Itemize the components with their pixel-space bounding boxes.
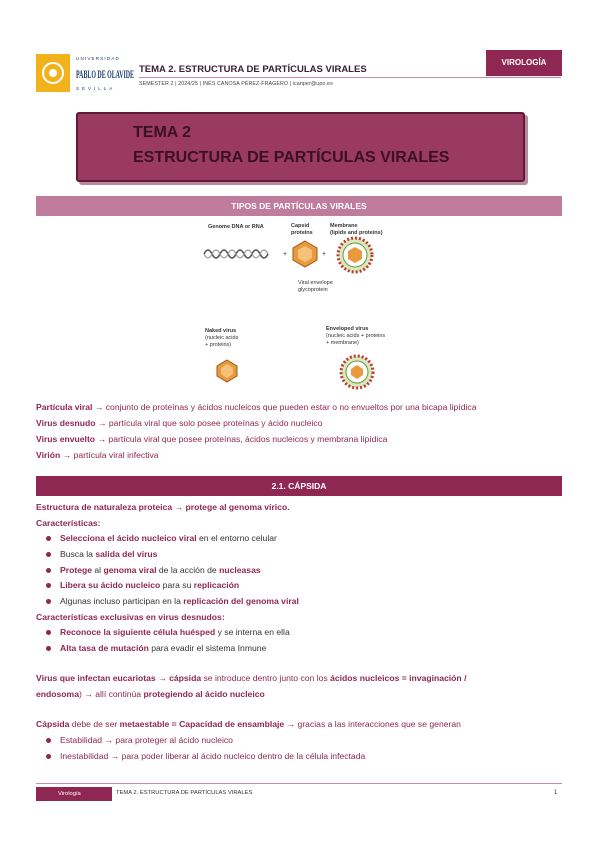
definition-viral-particle: Partícula viral → conjunto de proteínas y ácidos nucleicos que pueden estar o no envueltos por una bicapa lipídica	[36, 402, 477, 412]
capsid-label-1: Capsid	[291, 223, 310, 229]
membrane-label-2: (lipids and proteins)	[330, 230, 383, 236]
footer-subject-tab: Virología	[36, 787, 112, 801]
enveloped-virus-title: Enveloped virus	[326, 326, 369, 332]
chapter-title: ESTRUCTURA DE PARTÍCULAS VIRALES	[133, 149, 450, 166]
bullet-item: Alta tasa de mutación para evadir el sistema Inmune	[60, 643, 266, 653]
naked-virus-desc-1: (nucleic acids	[205, 335, 239, 341]
page-number: 1	[554, 790, 558, 796]
subject-badge: VIROLOGÍA	[486, 50, 562, 76]
footer-title: TEMA 2. ESTRUCTURA DE PARTÍCULAS VIRALES	[116, 790, 253, 796]
naked-virus-icon	[216, 359, 238, 383]
eukaryote-paragraph-line2: endosoma) → allí continúa protegiendo al ácido nucleico	[36, 689, 265, 699]
capsid-intro: Estructura de naturaleza proteica → protege al genoma vírico.	[36, 502, 290, 512]
bullet-item: Busca la salida del virus	[60, 549, 157, 559]
naked-virus-title: Naked virus	[205, 328, 237, 334]
header-title: TEMA 2. ESTRUCTURA DE PARTÍCULAS VIRALES	[139, 64, 367, 75]
enveloped-virus-desc-1: (nucleic acids + proteins	[326, 333, 386, 339]
eukaryote-paragraph-line1: Virus que infectan eucariotas → cápsida se introduce dentro junto con los ácidos nucleicos = invaginación /	[36, 673, 467, 683]
naked-virus-desc-2: + proteins)	[205, 342, 232, 348]
bullet-item: Inestabilidad → para poder liberar al ácido nucleico dentro de la célula infectada	[60, 751, 365, 761]
envelope-label-1: Viral envelope	[298, 280, 333, 286]
bullet-item: Estabilidad → para proteger al ácido nucleico	[60, 735, 233, 745]
membrane-label-1: Membrane	[330, 223, 358, 229]
genome-label: Genome DNA or RNA	[208, 224, 264, 230]
characteristics-label: Características:	[36, 518, 101, 528]
logo-bottom-text: SEVILLA	[76, 86, 116, 91]
definition-naked-virus: Virus desnudo → partícula viral que solo posee proteínas y ácido nucleico	[36, 418, 323, 428]
enveloped-membrane-icon	[334, 234, 376, 276]
plus-sign-1: +	[283, 251, 288, 258]
enveloped-virus-desc-2: + membrane)	[326, 340, 359, 346]
genome-helix-icon	[204, 246, 274, 262]
bullet-item: Libera su ácido nucleico para su replicación	[60, 580, 239, 590]
definition-enveloped-virus: Virus envuelto → partícula viral que posee proteínas, ácidos nucleicos y membrana lipídica	[36, 434, 388, 444]
bullet-item: Reconoce la siguiente célula huésped y se interna en ella	[60, 627, 290, 637]
footer-divider	[36, 783, 562, 784]
university-logo	[36, 52, 136, 96]
bullet-item: Algunas incluso participan en la replicación del genoma viral	[60, 596, 299, 606]
exclusive-characteristics-label: Características exclusivas en virus desnudos:	[36, 612, 225, 622]
enveloped-virus-icon	[337, 352, 377, 392]
metastable-paragraph: Cápsida debe de ser metaestable = Capacidad de ensamblaje → gracias a las interacciones que se generan	[36, 719, 461, 729]
envelope-label-2: glycoprotein	[298, 287, 328, 293]
section-heading-particle-types: TIPOS DE PARTÍCULAS VIRALES	[36, 196, 562, 216]
logo-top-text: UNIVERSIDAD	[76, 56, 120, 61]
plus-sign-2: +	[322, 251, 327, 258]
bullet-item: Protege al genoma viral de la acción de nucleasas	[60, 565, 261, 575]
header-subtitle: SEMESTER 2 | 2024/25 | INÉS CANOSA PÉREZ-FRAGERO | icanper@upo.es	[139, 81, 333, 87]
logo-main-text: PABLO DE OLAVIDE	[76, 67, 134, 81]
viral-particle-figure	[200, 222, 410, 397]
bullet-item: Selecciona el ácido nucleico viral en el entorno celular	[60, 533, 277, 543]
chapter-number: TEMA 2	[133, 124, 192, 141]
chapter-title-box	[76, 112, 525, 182]
capsid-label-2: proteins	[291, 230, 313, 236]
section-heading-capsid: 2.1. CÁPSIDA	[36, 476, 562, 496]
header-divider	[139, 77, 561, 78]
capsid-icon	[292, 240, 318, 268]
definition-virion: Virión → partícula viral infectiva	[36, 450, 159, 460]
